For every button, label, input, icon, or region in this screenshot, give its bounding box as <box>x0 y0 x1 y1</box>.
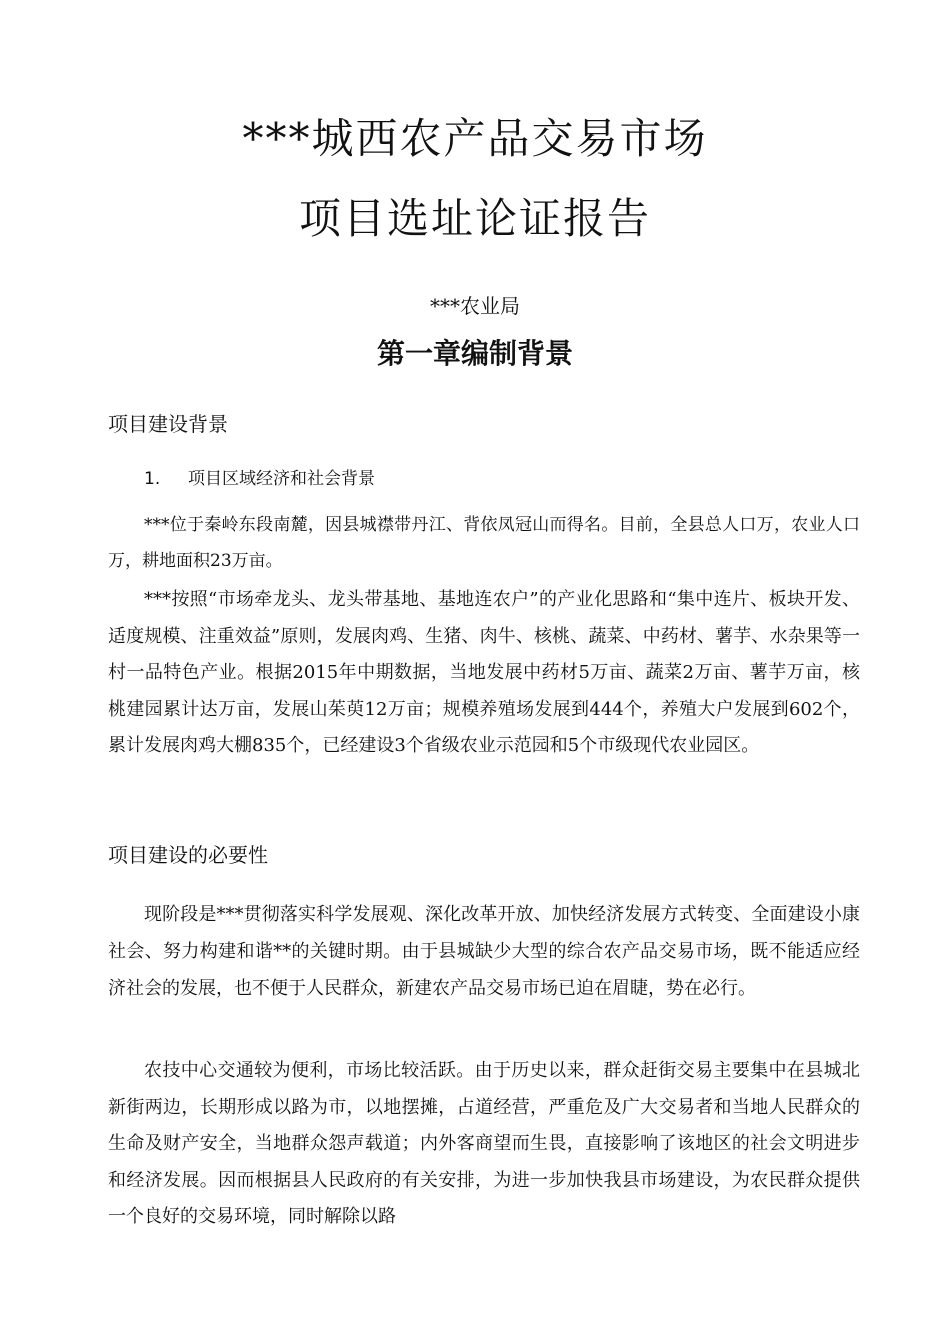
chapter-heading: 第一章编制背景 <box>376 337 573 370</box>
subsection-heading <box>144 471 375 488</box>
organization-name: ***农业局 <box>430 294 520 318</box>
paragraph: 现阶段是***贯彻落实科学发展观、深化改革开放、加快经济发展方式转变、全面建设小康社会、努力构建和谐**的关键时期。由于县城缺少大型的综合农产品交易市场，既不能适应经济社会的发展，也不便于人民群众，新建农产品交易市场已迫在眉睫，势在必行。 <box>108 904 860 999</box>
paragraph: 农技中心交通较为便利，市场比较活跃。由于历史以来，群众赶街交易主要集中在县城北新街两边，长期形成以路为市，以地摆摊，占道经营，严重危及广大交易者和当地人民群众的生命及财产安全，当地群众怨声载道；内外客商望而生畏，直接影响了该地区的社会文明进步和经济发展。因而根据县人民政府的有关安排，为进一步加快我县市场建设，为农民群众提供一个良好的交易环境，同时解除以路 <box>108 1060 860 1227</box>
report-title-line-1: ***城西农产品交易市场 <box>242 114 708 163</box>
subsection-title: 项目区域经济和社会背景 <box>188 469 375 489</box>
section-heading-necessity: 项目建设的必要性 <box>108 843 268 867</box>
report-title-line-2: 项目选址论证报告 <box>298 194 651 243</box>
paragraph: ***位于秦岭东段南麓，因县城襟带丹江、背依凤冠山而得名。目前，全县总人口万，农业人口万，耕地面积23万亩。 <box>108 515 860 571</box>
paragraph: ***按照“市场牵龙头、龙头带基地、基地连农户”的产业化思路和“集中连片、板块开发、适度规模、注重效益”原则，发展肉鸡、生猪、肉牛、核桃、蔬菜、中药材、薯芋、水杂果等一村一品特色产业。根据2015年中期数据，当地发展中药材5万亩、蔬菜2万亩、薯芋万亩，核桃建园累计达万亩，发展山茱萸12万亩；规模养殖场发展到444个，养殖大户发展到602个，累计发展肉鸡大棚835个，已经建设3个省级农业示范园和5个市级现代农业园区。 <box>108 589 860 756</box>
subsection-number: 1. <box>144 469 161 489</box>
section-heading-background: 项目建设背景 <box>108 412 228 436</box>
